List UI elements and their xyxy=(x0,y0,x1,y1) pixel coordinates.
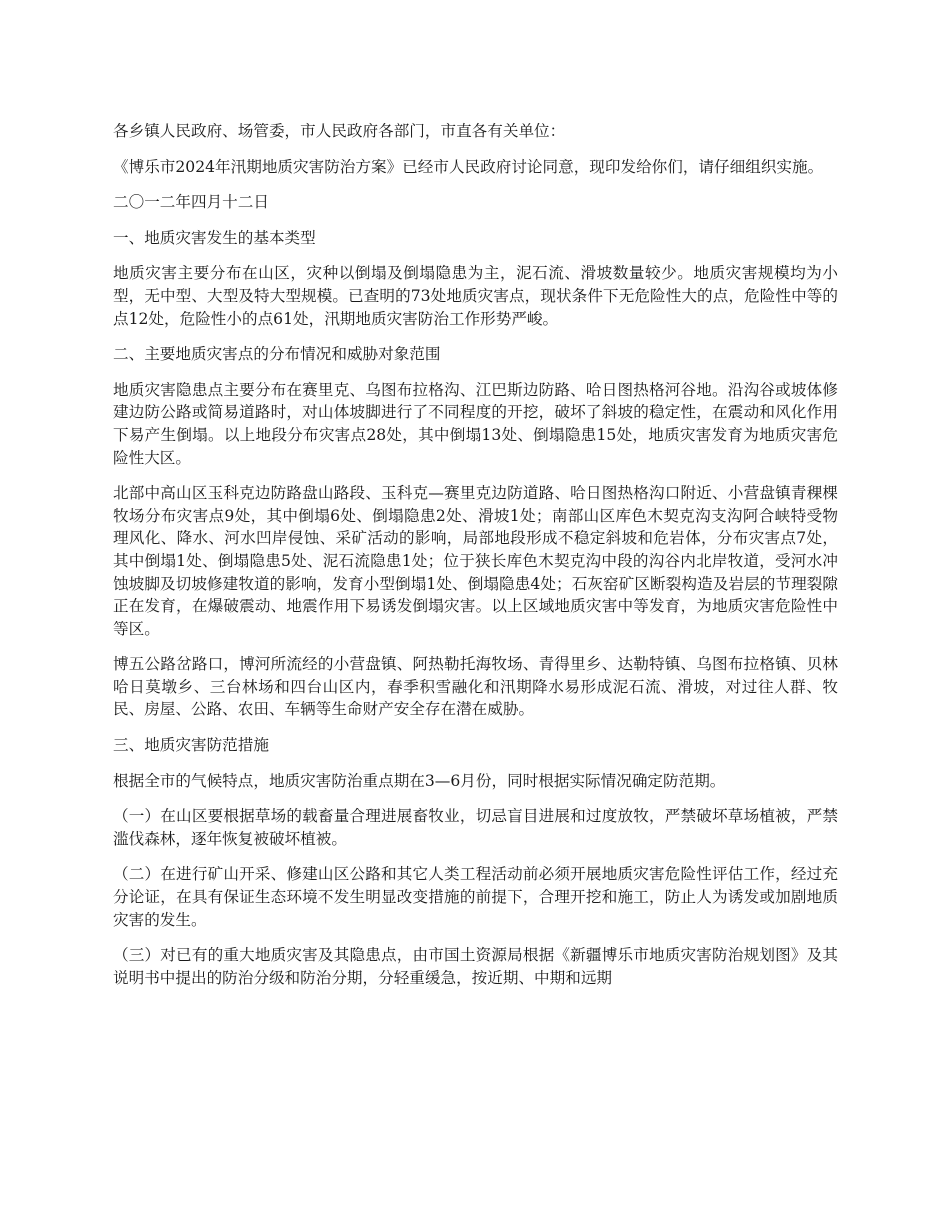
measure-item-1: （一）在山区要根据草场的载畜量合理进展畜牧业，切忌盲目进展和过度放牧，严禁破坏草场植被，严禁滥伐森林，逐年恢复被破坏植被。 xyxy=(113,807,838,848)
notice-paragraph: 《博乐市2024年汛期地质灾害防治方案》已经市人民政府讨论同意，现印发给你们，请仔细组织实施。 xyxy=(113,157,824,176)
body-paragraph: 博五公路岔路口，博河所流经的小营盘镇、阿热勒托海牧场、青得里乡、达勒特镇、乌图布拉格镇、贝林哈日莫墩乡、三台林场和四台山区内，春季积雪融化和汛期降水易形成泥石流、滑坡，对过往人群、牧民、房屋、公路、农田、车辆等生命财产安全存在潜在威胁。 xyxy=(113,655,838,719)
body-paragraph: 根据全市的气候特点，地质灾害防治重点期在3—6月份，同时根据实际情况确定防范期。 xyxy=(113,771,726,790)
document-page xyxy=(113,120,838,1002)
section-heading-3: 三、地质灾害防范措施 xyxy=(113,736,269,755)
body-paragraph: 北部中高山区玉科克边防路盘山路段、玉科克—赛里克边防道路、哈日图热格沟口附近、小营盘镇青稞棵牧场分布灾害点9处，其中倒塌6处、倒塌隐患2处、滑坡1处；南部山区库色木契克沟支沟阿合峡特受物理风化、降水、河水凹岸侵蚀、采矿活动的影响，局部地段形成不稳定斜坡和危岩体，分布灾害点7处，其中倒塌1处、倒塌隐患5处、泥石流隐患1处；位于狭长库色木契克沟中段的沟谷内北岸牧道，受河水冲蚀坡脚及切坡修建牧道的影响，发育小型倒塌1处、倒塌隐患4处；石灰窑矿区断裂构造及岩层的节理裂隙正在发育，在爆破震动、地震作用下易诱发倒塌灾害。以上区域地质灾害中等发育，为地质灾害危险性中等区。 xyxy=(113,484,838,638)
measure-item-2: （二）在进行矿山开采、修建山区公路和其它人类工程活动前必须开展地质灾害危险性评估工作，经过充分论证，在具有保证生态环境不发生明显改变措施的前提下，合理开挖和施工，防止人为诱发或加剧地质灾害的发生。 xyxy=(113,865,838,929)
issue-date: 二〇一二年四月十二日 xyxy=(113,193,269,212)
section-heading-2: 二、主要地质灾害点的分布情况和威胁对象范围 xyxy=(113,345,441,364)
salutation: 各乡镇人民政府、场管委，市人民政府各部门，市直各有关单位： xyxy=(113,122,566,140)
body-paragraph: 地质灾害主要分布在山区，灾种以倒塌及倒塌隐患为主，泥石流、滑坡数量较少。地质灾害规模均为小型，无中型、大型及特大型规模。已查明的73处地质灾害点，现状条件下无危险性大的点，危险性中等的点12处，危险性小的点61处，汛期地质灾害防治工作形势严峻。 xyxy=(113,264,838,328)
measure-item-3: （三）对已有的重大地质灾害及其隐患点，由市国土资源局根据《新疆博乐市地质灾害防治规划图》及其说明书中提出的防治分级和防治分期，分轻重缓急，按近期、中期和远期 xyxy=(113,946,838,987)
body-paragraph: 地质灾害隐患点主要分布在赛里克、乌图布拉格沟、江巴斯边防路、哈日图热格河谷地。沿沟谷或坡体修建边防公路或简易道路时，对山体坡脚进行了不同程度的开挖，破坏了斜坡的稳定性，在震动和风化作用下易产生倒塌。以上地段分布灾害点28处，其中倒塌13处、倒塌隐患15处，地质灾害发育为地质灾害危险性大区。 xyxy=(113,380,838,467)
section-heading-1: 一、地质灾害发生的基本类型 xyxy=(113,228,316,247)
